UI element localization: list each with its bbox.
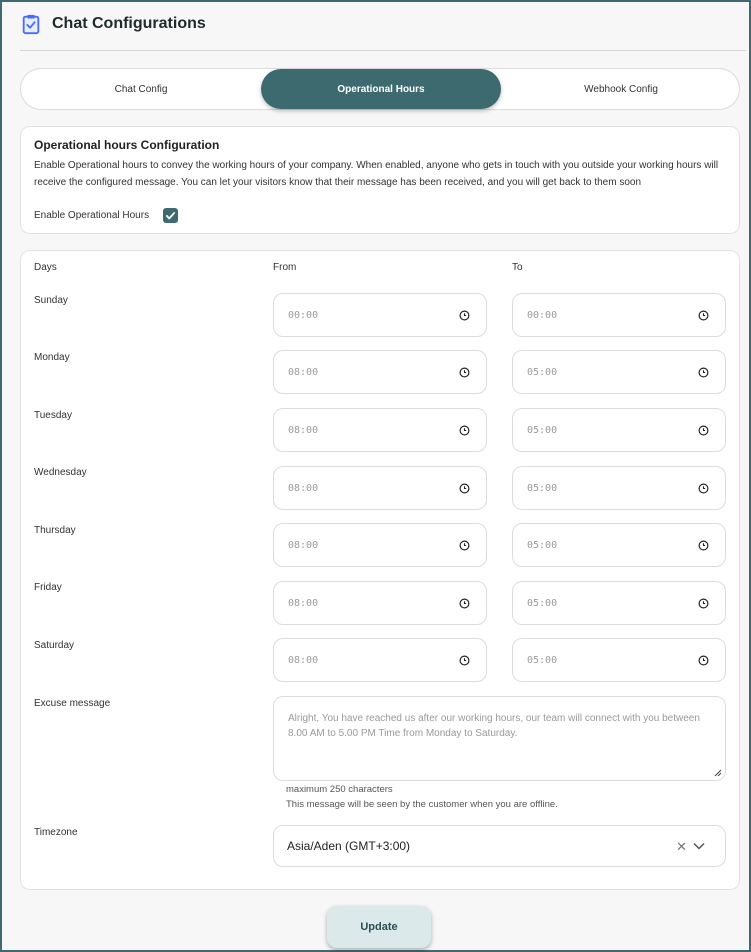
from-time-value: 08:00 bbox=[288, 654, 319, 666]
tab-webhook-config[interactable]: Webhook Config bbox=[584, 83, 658, 95]
header-divider bbox=[20, 50, 746, 51]
to-time-value: 00:00 bbox=[527, 309, 558, 321]
to-time-value: 05:00 bbox=[527, 539, 558, 551]
chevron-down-icon[interactable] bbox=[693, 842, 705, 850]
clock-icon[interactable] bbox=[698, 310, 709, 321]
timezone-select[interactable] bbox=[273, 825, 726, 867]
to-time-value: 05:00 bbox=[527, 597, 558, 609]
clipboard-check-icon bbox=[20, 13, 42, 35]
to-time-input-saturday[interactable] bbox=[512, 638, 726, 682]
clock-icon[interactable] bbox=[459, 540, 470, 551]
days-column-header: Days bbox=[34, 262, 57, 273]
page-header bbox=[20, 10, 206, 38]
day-label-monday: Monday bbox=[34, 352, 70, 363]
clock-icon[interactable] bbox=[459, 598, 470, 609]
from-time-input-wednesday[interactable] bbox=[273, 466, 487, 510]
excuse-message-textarea[interactable] bbox=[273, 696, 726, 781]
day-label-thursday: Thursday bbox=[34, 525, 76, 536]
clock-icon[interactable] bbox=[459, 367, 470, 378]
excuse-max-chars-hint: maximum 250 characters bbox=[286, 784, 393, 795]
to-time-value: 05:00 bbox=[527, 366, 558, 378]
to-time-input-friday[interactable] bbox=[512, 581, 726, 625]
to-time-input-tuesday[interactable] bbox=[512, 408, 726, 452]
to-time-input-monday[interactable] bbox=[512, 350, 726, 394]
timezone-label: Timezone bbox=[34, 827, 78, 838]
excuse-message-placeholder: Alright, You have reached us after our working hours, our team will connect with you between 8.00 AM to 5.00 PM Time from Monday to Saturday. bbox=[288, 713, 700, 739]
day-label-friday: Friday bbox=[34, 582, 62, 593]
from-time-input-monday[interactable] bbox=[273, 350, 487, 394]
clock-icon[interactable] bbox=[698, 655, 709, 666]
from-time-value: 08:00 bbox=[288, 424, 319, 436]
from-time-input-thursday[interactable] bbox=[273, 523, 487, 567]
section-description: Enable Operational hours to convey the working hours of your company. When enabled, anyone who gets in touch with you outside your working hours will receive the configured message. You can let your visitors know that their message has been received, and you will get back to them soon bbox=[34, 160, 719, 188]
day-label-saturday: Saturday bbox=[34, 640, 75, 651]
update-button[interactable]: Update bbox=[327, 906, 431, 948]
clock-icon[interactable] bbox=[698, 598, 709, 609]
excuse-message-label: Excuse message bbox=[34, 698, 111, 709]
from-time-input-saturday[interactable] bbox=[273, 638, 487, 682]
from-time-value: 08:00 bbox=[288, 597, 319, 609]
clock-icon[interactable] bbox=[459, 655, 470, 666]
day-label-wednesday: Wednesday bbox=[34, 467, 87, 478]
to-column-header: To bbox=[512, 262, 523, 273]
tab-operational-hours[interactable]: Operational Hours bbox=[261, 69, 501, 109]
day-label-sunday: Sunday bbox=[34, 295, 68, 306]
resize-handle-icon[interactable] bbox=[714, 769, 722, 777]
timezone-value: Asia/Aden (GMT+3:00) bbox=[287, 839, 411, 853]
excuse-offline-hint: This message will be seen by the customer when you are offline. bbox=[286, 799, 558, 810]
tab-bar bbox=[20, 68, 740, 110]
to-time-input-sunday[interactable] bbox=[512, 293, 726, 337]
operational-config-card bbox=[20, 126, 740, 234]
from-time-input-tuesday[interactable] bbox=[273, 408, 487, 452]
enable-operational-hours-checkbox[interactable] bbox=[163, 208, 178, 223]
checkmark-icon bbox=[165, 210, 176, 221]
clock-icon[interactable] bbox=[459, 310, 470, 321]
clear-icon[interactable]: ✕ bbox=[676, 839, 687, 854]
enable-operational-hours-label: Enable Operational Hours bbox=[34, 210, 150, 221]
to-time-input-wednesday[interactable] bbox=[512, 466, 726, 510]
clock-icon[interactable] bbox=[698, 540, 709, 551]
to-time-value: 05:00 bbox=[527, 424, 558, 436]
from-time-value: 08:00 bbox=[288, 482, 319, 494]
schedule-card bbox=[20, 250, 740, 890]
tab-chat-config[interactable]: Chat Config bbox=[114, 83, 168, 95]
from-time-input-sunday[interactable] bbox=[273, 293, 487, 337]
from-time-value: 00:00 bbox=[288, 309, 319, 321]
to-time-value: 05:00 bbox=[527, 482, 558, 494]
clock-icon[interactable] bbox=[698, 425, 709, 436]
from-time-input-friday[interactable] bbox=[273, 581, 487, 625]
to-time-value: 05:00 bbox=[527, 654, 558, 666]
clock-icon[interactable] bbox=[698, 483, 709, 494]
page-title: Chat Configurations bbox=[52, 15, 206, 32]
day-label-tuesday: Tuesday bbox=[34, 410, 72, 421]
from-column-header: From bbox=[273, 262, 297, 273]
to-time-input-thursday[interactable] bbox=[512, 523, 726, 567]
clock-icon[interactable] bbox=[459, 483, 470, 494]
from-time-value: 08:00 bbox=[288, 539, 319, 551]
clock-icon[interactable] bbox=[698, 367, 709, 378]
clock-icon[interactable] bbox=[459, 425, 470, 436]
from-time-value: 08:00 bbox=[288, 366, 319, 378]
section-heading: Operational hours Configuration bbox=[34, 138, 220, 152]
